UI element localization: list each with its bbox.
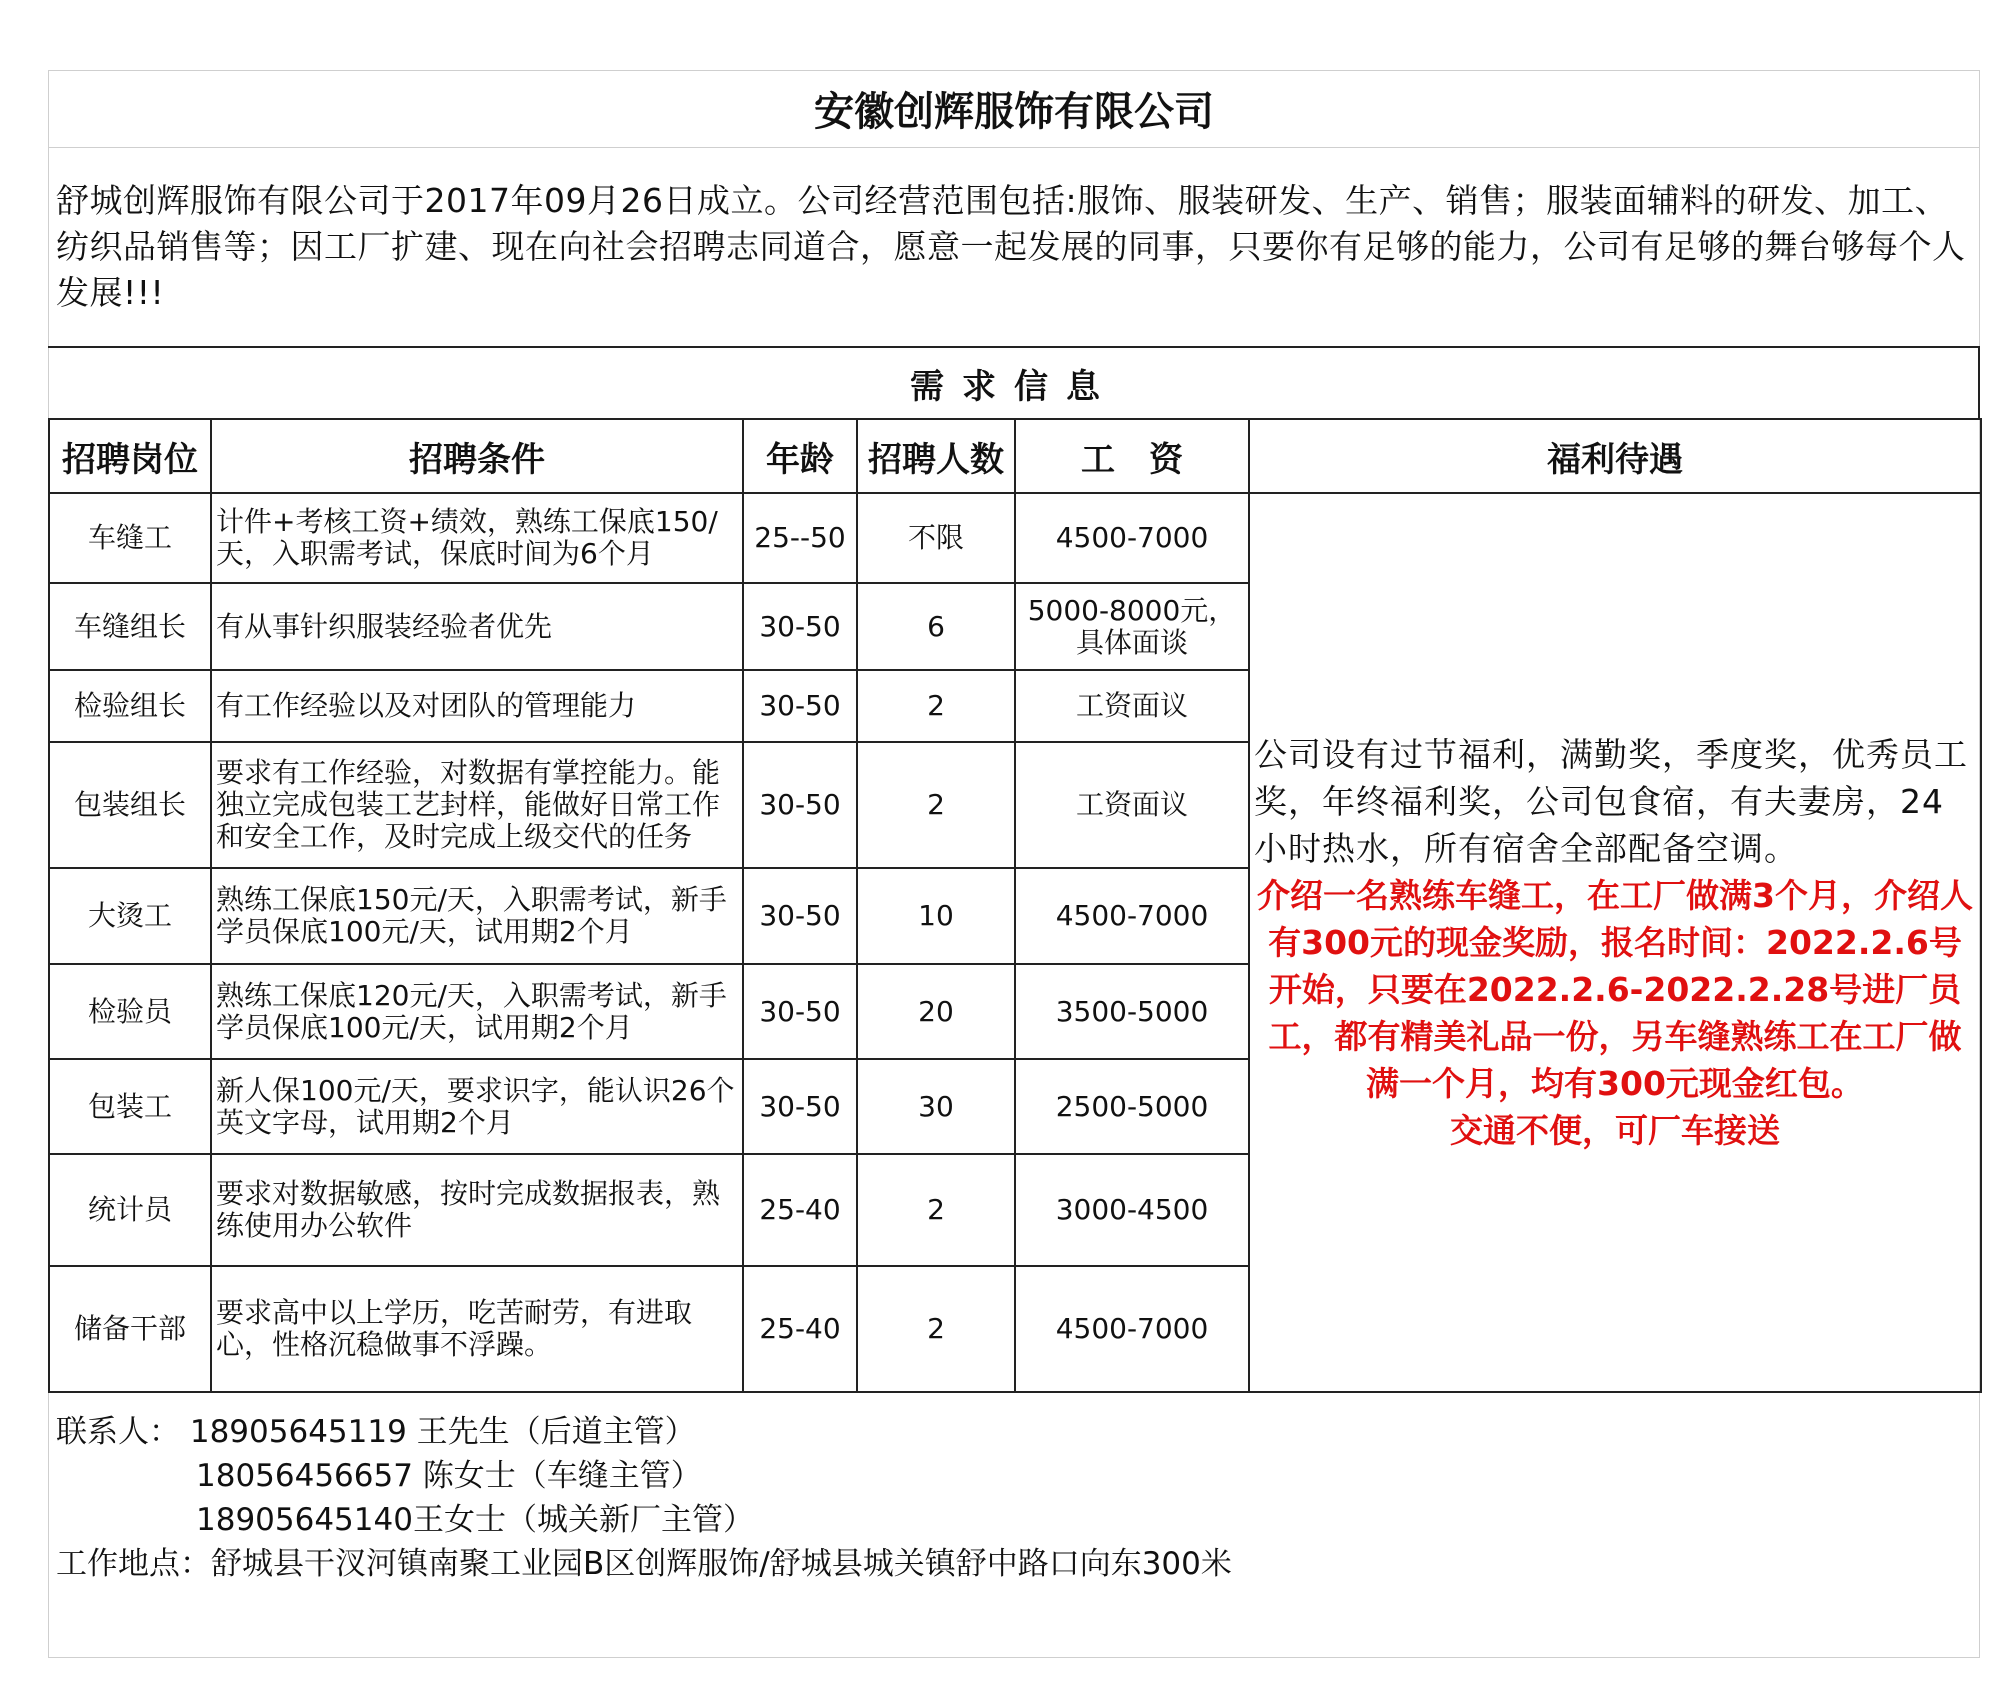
company-intro: 舒城创辉服饰有限公司于2017年09月26日成立。公司经营范围包括:服饰、服装研发、生产、销售；服装面辅料的研发、加工、纺织品销售等；因工厂扩建、现在向社会招聘志同道合，愿意一起发展的同事，只要你有足够的能力，公司有足够的舞台够每个人发展!!! (56, 181, 1966, 312)
count-cell: 2 (857, 1266, 1015, 1392)
header-age: 年龄 (743, 419, 857, 493)
company-title: 安徽创辉服饰有限公司 (48, 70, 1980, 148)
age-cell: 30-50 (743, 868, 857, 964)
position-cell: 大烫工 (49, 868, 211, 964)
contact-entry: 18056456657 陈女士（车缝主管） (196, 1458, 702, 1494)
table-header-row (49, 419, 1981, 493)
age-cell: 30-50 (743, 742, 857, 868)
recruitment-table (48, 418, 1982, 1393)
position-cell: 车缝组长 (49, 583, 211, 670)
contact-line (56, 1410, 1232, 1454)
contact-entry: 18905645119 王先生（后道主管） (189, 1414, 696, 1450)
header-requirement: 招聘条件 (211, 419, 743, 493)
requirement-cell: 有从事针织服装经验者优先 (211, 583, 743, 670)
count-cell: 20 (857, 964, 1015, 1059)
requirement-cell: 新人保100元/天，要求识字，能认识26个英文字母，试用期2个月 (211, 1059, 743, 1154)
position-cell: 检验组长 (49, 670, 211, 742)
count-cell: 10 (857, 868, 1015, 964)
age-cell: 30-50 (743, 1059, 857, 1154)
salary-cell: 工资面议 (1015, 670, 1249, 742)
contact-entry: 18905645140王女士（城关新厂主管） (196, 1502, 754, 1538)
age-cell: 30-50 (743, 670, 857, 742)
referral-bonus-text: 介绍一名熟练车缝工，在工厂做满3个月，介绍人有300元的现金奖励，报名时间：2022.2.6号开始，只要在2022.2.6-2022.2.28号进厂员工，都有精美礼品一份，另车缝熟练工在工厂做满一个月，均有300元现金红包。 (1257, 876, 1973, 1103)
header-position: 招聘岗位 (49, 419, 211, 493)
salary-cell: 4500-7000 (1015, 1266, 1249, 1392)
salary-cell: 3000-4500 (1015, 1154, 1249, 1266)
header-count: 招聘人数 (857, 419, 1015, 493)
count-cell: 不限 (857, 493, 1015, 583)
requirement-cell: 要求高中以上学历，吃苦耐劳，有进取心，性格沉稳做事不浮躁。 (211, 1266, 743, 1392)
header-benefits: 福利待遇 (1249, 419, 1981, 493)
contact-block (56, 1410, 1232, 1586)
requirement-cell: 计件+考核工资+绩效，熟练工保底150/天，入职需考试，保底时间为6个月 (211, 493, 743, 583)
benefits-cell (1249, 493, 1981, 1392)
table-row (49, 493, 1981, 583)
salary-cell: 4500-7000 (1015, 868, 1249, 964)
age-cell: 30-50 (743, 964, 857, 1059)
position-cell: 储备干部 (49, 1266, 211, 1392)
salary-cell: 3500-5000 (1015, 964, 1249, 1059)
salary-cell: 4500-7000 (1015, 493, 1249, 583)
age-cell: 25--50 (743, 493, 857, 583)
count-cell: 2 (857, 742, 1015, 868)
benefits-text: 公司设有过节福利，满勤奖，季度奖，优秀员工奖，年终福利奖，公司包食宿，有夫妻房，24小时热水，所有宿舍全部配备空调。 (1254, 735, 1968, 868)
count-cell: 2 (857, 670, 1015, 742)
position-cell: 统计员 (49, 1154, 211, 1266)
requirement-cell: 要求有工作经验，对数据有掌控能力。能独立完成包装工艺封样，能做好日常工作和安全工作，及时完成上级交代的任务 (211, 742, 743, 868)
transport-text: 交通不便，可厂车接送 (1450, 1111, 1780, 1150)
salary-cell: 2500-5000 (1015, 1059, 1249, 1154)
section-title: 需求信息 (48, 346, 1980, 420)
position-cell: 检验员 (49, 964, 211, 1059)
contact-label: 联系人： (56, 1414, 180, 1450)
position-cell: 包装组长 (49, 742, 211, 868)
requirement-cell: 熟练工保底150元/天，入职需考试，新手学员保底100元/天，试用期2个月 (211, 868, 743, 964)
requirement-cell: 有工作经验以及对团队的管理能力 (211, 670, 743, 742)
age-cell: 25-40 (743, 1266, 857, 1392)
count-cell: 30 (857, 1059, 1015, 1154)
count-cell: 2 (857, 1154, 1015, 1266)
position-cell: 包装工 (49, 1059, 211, 1154)
salary-cell: 工资面议 (1015, 742, 1249, 868)
header-salary: 工 资 (1015, 419, 1249, 493)
age-cell: 25-40 (743, 1154, 857, 1266)
salary-cell: 5000-8000元，具体面谈 (1015, 583, 1249, 670)
position-cell: 车缝工 (49, 493, 211, 583)
requirement-cell: 熟练工保底120元/天，入职需考试，新手学员保底100元/天，试用期2个月 (211, 964, 743, 1059)
count-cell: 6 (857, 583, 1015, 670)
work-address: 工作地点：舒城县干汊河镇南聚工业园B区创辉服饰/舒城县城关镇舒中路口向东300米 (56, 1546, 1232, 1582)
age-cell: 30-50 (743, 583, 857, 670)
requirement-cell: 要求对数据敏感，按时完成数据报表，熟练使用办公软件 (211, 1154, 743, 1266)
